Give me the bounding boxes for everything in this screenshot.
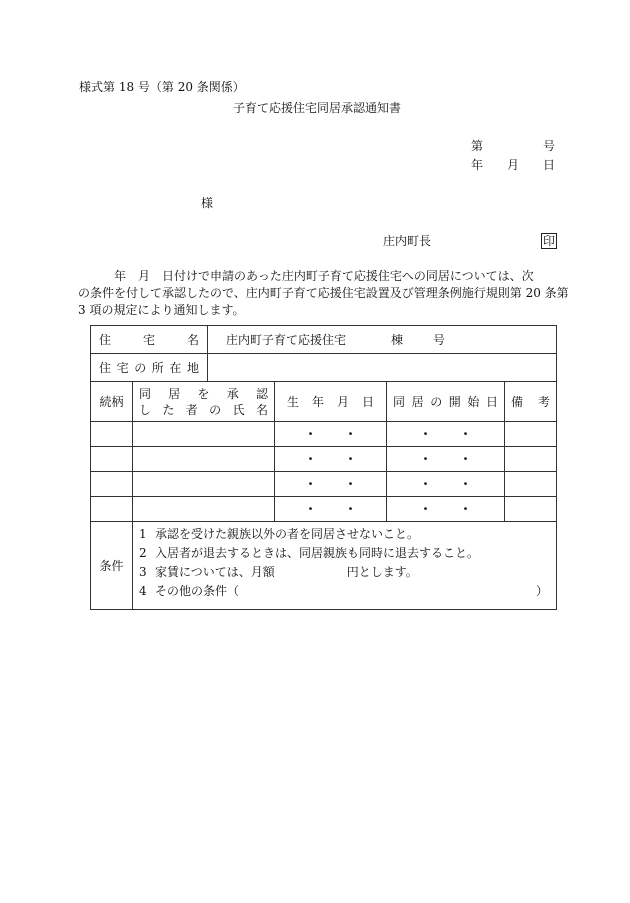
header-char: 月	[336, 394, 349, 409]
start-date-cell[interactable]	[387, 497, 505, 522]
label-char: 在	[169, 360, 182, 375]
other-conditions-blank[interactable]	[239, 582, 536, 601]
date-separator: ・	[344, 427, 357, 441]
table-row	[91, 422, 557, 447]
housing-name-text: 庄内町子育て応援住宅	[226, 332, 347, 347]
date-separator: ・	[459, 477, 472, 491]
start-date-cell[interactable]	[387, 472, 505, 497]
name-cell[interactable]	[133, 497, 275, 522]
condition-text: その他の条件（	[155, 584, 240, 598]
date-separator: ・	[419, 477, 432, 491]
condition-number: 4	[139, 584, 147, 598]
body-line: 年 月 日付けで申請のあった庄内町子育て応援住宅への同居については、次	[78, 269, 534, 283]
label-char: 住	[99, 332, 112, 347]
seal-mark: 印	[543, 234, 556, 248]
label-char: 住	[99, 360, 112, 375]
header-char: 承	[226, 386, 239, 401]
building-label: 棟	[391, 332, 404, 347]
housing-name-label	[91, 326, 208, 354]
date-separator: ・	[459, 427, 472, 441]
header-char: 名	[255, 402, 268, 417]
table-row	[91, 497, 557, 522]
col-header-start-date	[387, 382, 505, 422]
conditions-list	[133, 522, 557, 610]
header-char: し	[139, 402, 152, 417]
header-char: 同	[139, 386, 152, 401]
relation-cell[interactable]	[91, 447, 133, 472]
date-separator: ・	[419, 502, 432, 516]
col-header-name	[133, 382, 275, 422]
condition-text: 承認を受けた親族以外の者を同居させないこと。	[155, 527, 420, 541]
name-cell[interactable]	[133, 472, 275, 497]
name-cell[interactable]	[133, 422, 275, 447]
date-separator: ・	[419, 427, 432, 441]
col-header-birthdate	[275, 382, 387, 422]
date-year: 年	[471, 158, 484, 172]
header-char: 者	[185, 402, 198, 417]
ref-dai: 第	[471, 139, 484, 153]
header-char: 生	[287, 394, 300, 409]
condition-number: 2	[139, 546, 147, 560]
table-row	[91, 447, 557, 472]
birthdate-cell[interactable]	[275, 447, 387, 472]
date-day: 日	[543, 158, 556, 172]
location-value[interactable]	[208, 354, 557, 382]
body-paragraph	[78, 268, 569, 319]
date-separator: ・	[344, 502, 357, 516]
condition-number: 3	[139, 565, 147, 579]
location-label	[91, 354, 208, 382]
date-separator: ・	[304, 477, 317, 491]
table-row	[91, 472, 557, 497]
header-char: 開	[448, 394, 461, 409]
relation-cell[interactable]	[91, 472, 133, 497]
date-separator: ・	[459, 452, 472, 466]
date-separator: ・	[344, 452, 357, 466]
label-char: 宅	[116, 360, 129, 375]
remarks-cell[interactable]	[505, 472, 557, 497]
label-char: 名	[187, 332, 200, 347]
condition-item	[139, 563, 548, 582]
header-char: 居	[411, 394, 424, 409]
remarks-cell[interactable]	[505, 422, 557, 447]
condition-text: 家賃については、月額 円とします。	[155, 565, 418, 579]
header-char: の	[430, 394, 443, 409]
number-label: 号	[433, 332, 446, 347]
date-month: 月	[507, 158, 520, 172]
header-char: を	[197, 386, 210, 401]
date-separator: ・	[304, 452, 317, 466]
header-char: 始	[467, 394, 480, 409]
condition-close-paren: ）	[536, 584, 549, 598]
ref-go: 号	[543, 139, 556, 153]
header-char: 年	[312, 394, 325, 409]
header-char: 備	[511, 394, 524, 409]
name-cell[interactable]	[133, 447, 275, 472]
label-char: 地	[186, 360, 199, 375]
header-char: 日	[485, 394, 498, 409]
header-char: 同	[393, 394, 406, 409]
date-separator: ・	[304, 502, 317, 516]
document-title: 子育て応援住宅同居承認通知書	[233, 101, 402, 115]
issuer-name: 庄内町長	[383, 234, 432, 248]
label-char: の	[134, 360, 147, 375]
conditions-label: 条件	[91, 522, 133, 610]
start-date-cell[interactable]	[387, 422, 505, 447]
header-char: 考	[538, 394, 551, 409]
body-line: 3 項の規定により通知します。	[78, 303, 245, 317]
condition-item	[139, 525, 548, 544]
remarks-cell[interactable]	[505, 447, 557, 472]
condition-text: 入居者が退去するときは、同居親族も同時に退去すること。	[155, 546, 480, 560]
header-char: 氏	[232, 402, 245, 417]
birthdate-cell[interactable]	[275, 497, 387, 522]
label-char: 所	[151, 360, 164, 375]
start-date-cell[interactable]	[387, 447, 505, 472]
col-header-remarks	[505, 382, 557, 422]
date-separator: ・	[344, 477, 357, 491]
relation-cell[interactable]	[91, 497, 133, 522]
header-char: 認	[256, 386, 269, 401]
condition-item	[139, 544, 548, 563]
form-number: 様式第 18 号（第 20 条関係）	[79, 80, 245, 94]
remarks-cell[interactable]	[505, 497, 557, 522]
addressee-sama: 様	[201, 196, 214, 210]
date-separator: ・	[419, 452, 432, 466]
relation-cell[interactable]	[91, 422, 133, 447]
condition-number: 1	[139, 527, 147, 541]
col-header-relation: 続柄	[91, 382, 133, 422]
header-char: 居	[168, 386, 181, 401]
date-separator: ・	[459, 502, 472, 516]
header-char: た	[162, 402, 175, 417]
housing-name-value	[208, 326, 557, 354]
header-char: 日	[361, 394, 374, 409]
label-char: 宅	[143, 332, 156, 347]
body-line: の条件を付して承認したので、庄内町子育て応援住宅設置及び管理条例施行規則第 20 条第	[78, 286, 569, 300]
header-char: の	[209, 402, 222, 417]
date-separator: ・	[304, 427, 317, 441]
birthdate-cell[interactable]	[275, 422, 387, 447]
birthdate-cell[interactable]	[275, 472, 387, 497]
condition-item	[139, 582, 548, 601]
approval-table	[90, 325, 557, 610]
